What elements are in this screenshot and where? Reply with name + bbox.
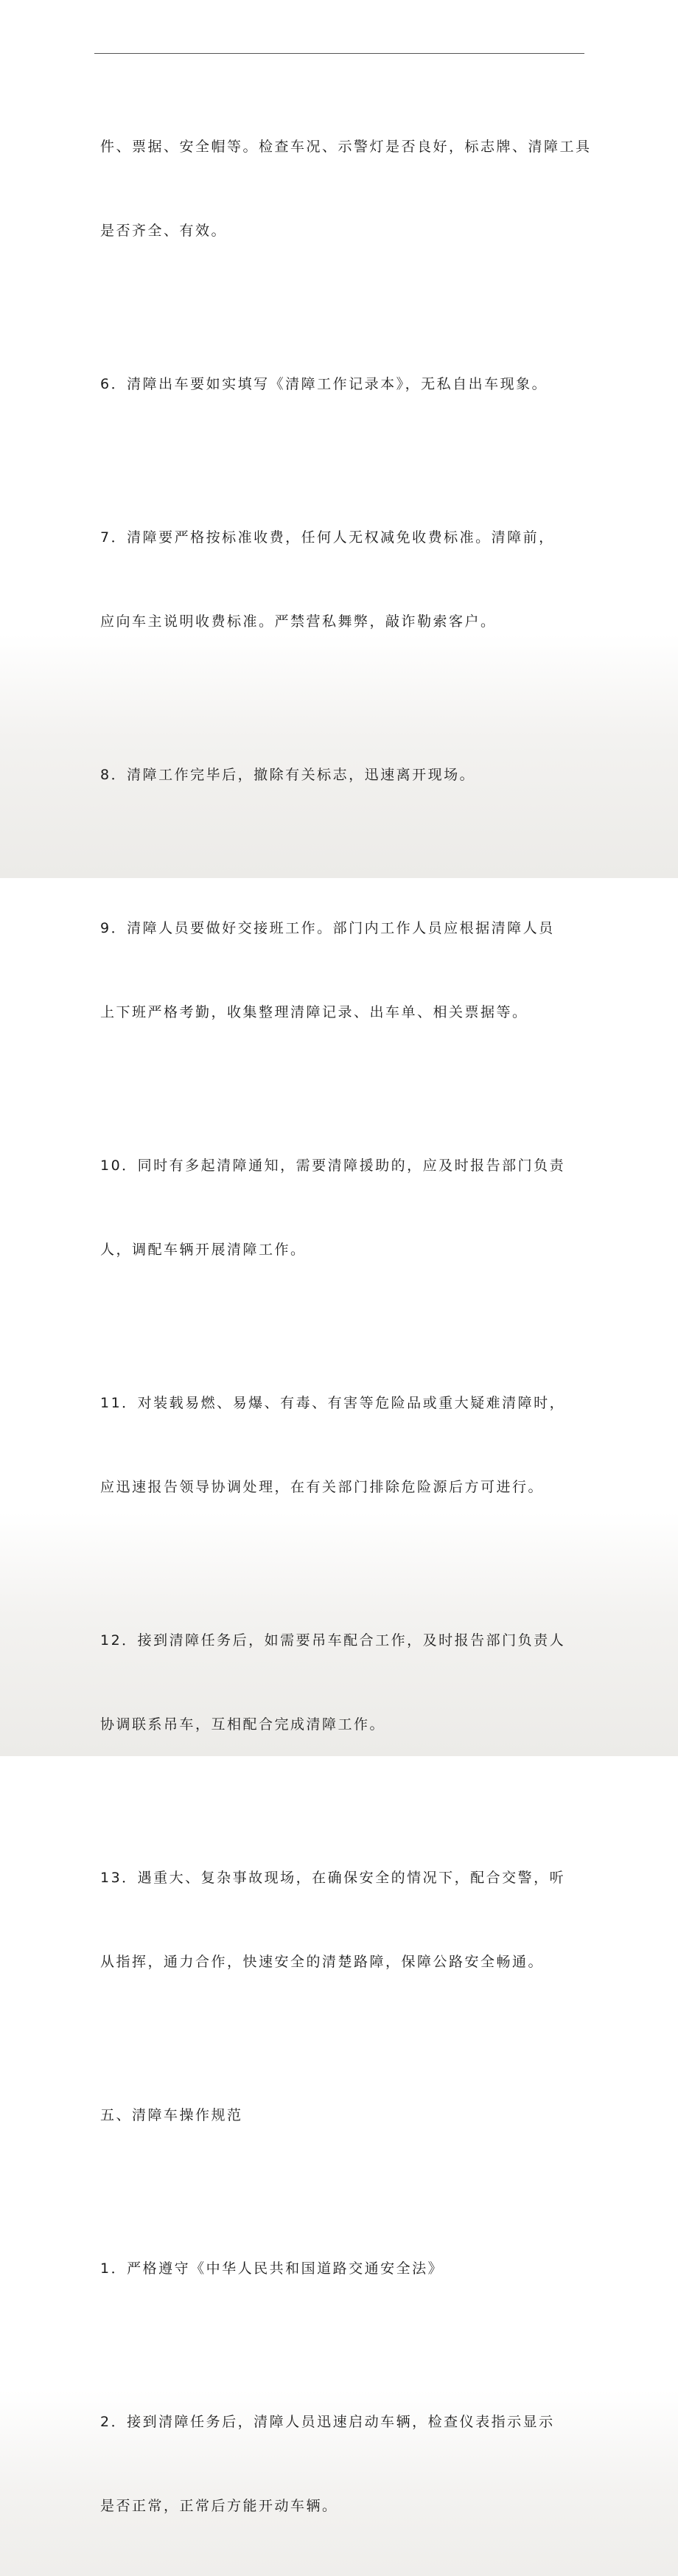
paragraph-rule-1 (100, 2199, 587, 2339)
text-line: 件、票据、安全帽等。检查车况、示警灯是否良好，标志牌、清障工具 (100, 139, 592, 155)
text-line: 应向车主说明收费标准。严禁营私舞弊，敲诈勒索客户。 (100, 613, 497, 630)
header-rule (94, 53, 584, 54)
text-line: 是否齐全、有效。 (100, 223, 228, 239)
text-line: 13．遇重大、复杂事故现场，在确保安全的情况下，配合交警，听 (100, 1870, 566, 1886)
text-line: 1．严格遵守《中华人民共和国道路交通安全法》 (100, 2260, 444, 2277)
paragraph-rule-2 (100, 2352, 587, 2576)
section-heading (100, 2045, 587, 2185)
text-line: 从指挥，通力合作，快速安全的清楚路障，保障公路安全畅通。 (100, 1954, 545, 1970)
text-line: 上下班严格考勤，收集整理清障记录、出车单、相关票据等。 (100, 1004, 528, 1020)
paragraph-continuation (100, 77, 592, 301)
text-line: 9．清障人员要做好交接班工作。部门内工作人员应根据清障人员 (100, 920, 555, 936)
paragraph-item-13 (100, 1808, 587, 2032)
paragraph-item-9 (100, 858, 587, 1082)
paragraph-item-6 (100, 314, 587, 454)
text-line: 五、清障车操作规范 (100, 2107, 243, 2123)
paragraph-item-7 (100, 467, 587, 692)
text-line: 应迅速报告领导协调处理，在有关部门排除危险源后方可进行。 (100, 1479, 545, 1495)
paragraph-item-8 (100, 705, 587, 845)
paragraph-item-12 (100, 1570, 587, 1795)
paragraph-item-10 (100, 1096, 587, 1320)
text-line: 人，调配车辆开展清障工作。 (100, 1242, 307, 1258)
text-line: 7．清障要严格按标准收费，任何人无权减免收费标准。清障前， (100, 529, 555, 546)
text-line: 2．接到清障任务后，清障人员迅速启动车辆，检查仪表指示显示 (100, 2414, 555, 2430)
text-line: 6．清障出车要如实填写《清障工作记录本》，无私自出车现象。 (100, 376, 548, 392)
text-line: 8．清障工作完毕后，撤除有关标志，迅速离开现场。 (100, 767, 476, 783)
text-line: 11．对装载易燃、易爆、有毒、有害等危险品或重大疑难清障时， (100, 1395, 566, 1411)
document-body (100, 77, 592, 2576)
text-line: 协调联系吊车，互相配合完成清障工作。 (100, 1716, 386, 1733)
text-line: 12．接到清障任务后，如需要吊车配合工作，及时报告部门负责人 (100, 1632, 566, 1649)
text-line: 10．同时有多起清障通知，需要清障援助的，应及时报告部门负责 (100, 1158, 566, 1174)
text-line: 是否正常，正常后方能开动车辆。 (100, 2498, 338, 2514)
paragraph-item-11 (100, 1333, 587, 1557)
